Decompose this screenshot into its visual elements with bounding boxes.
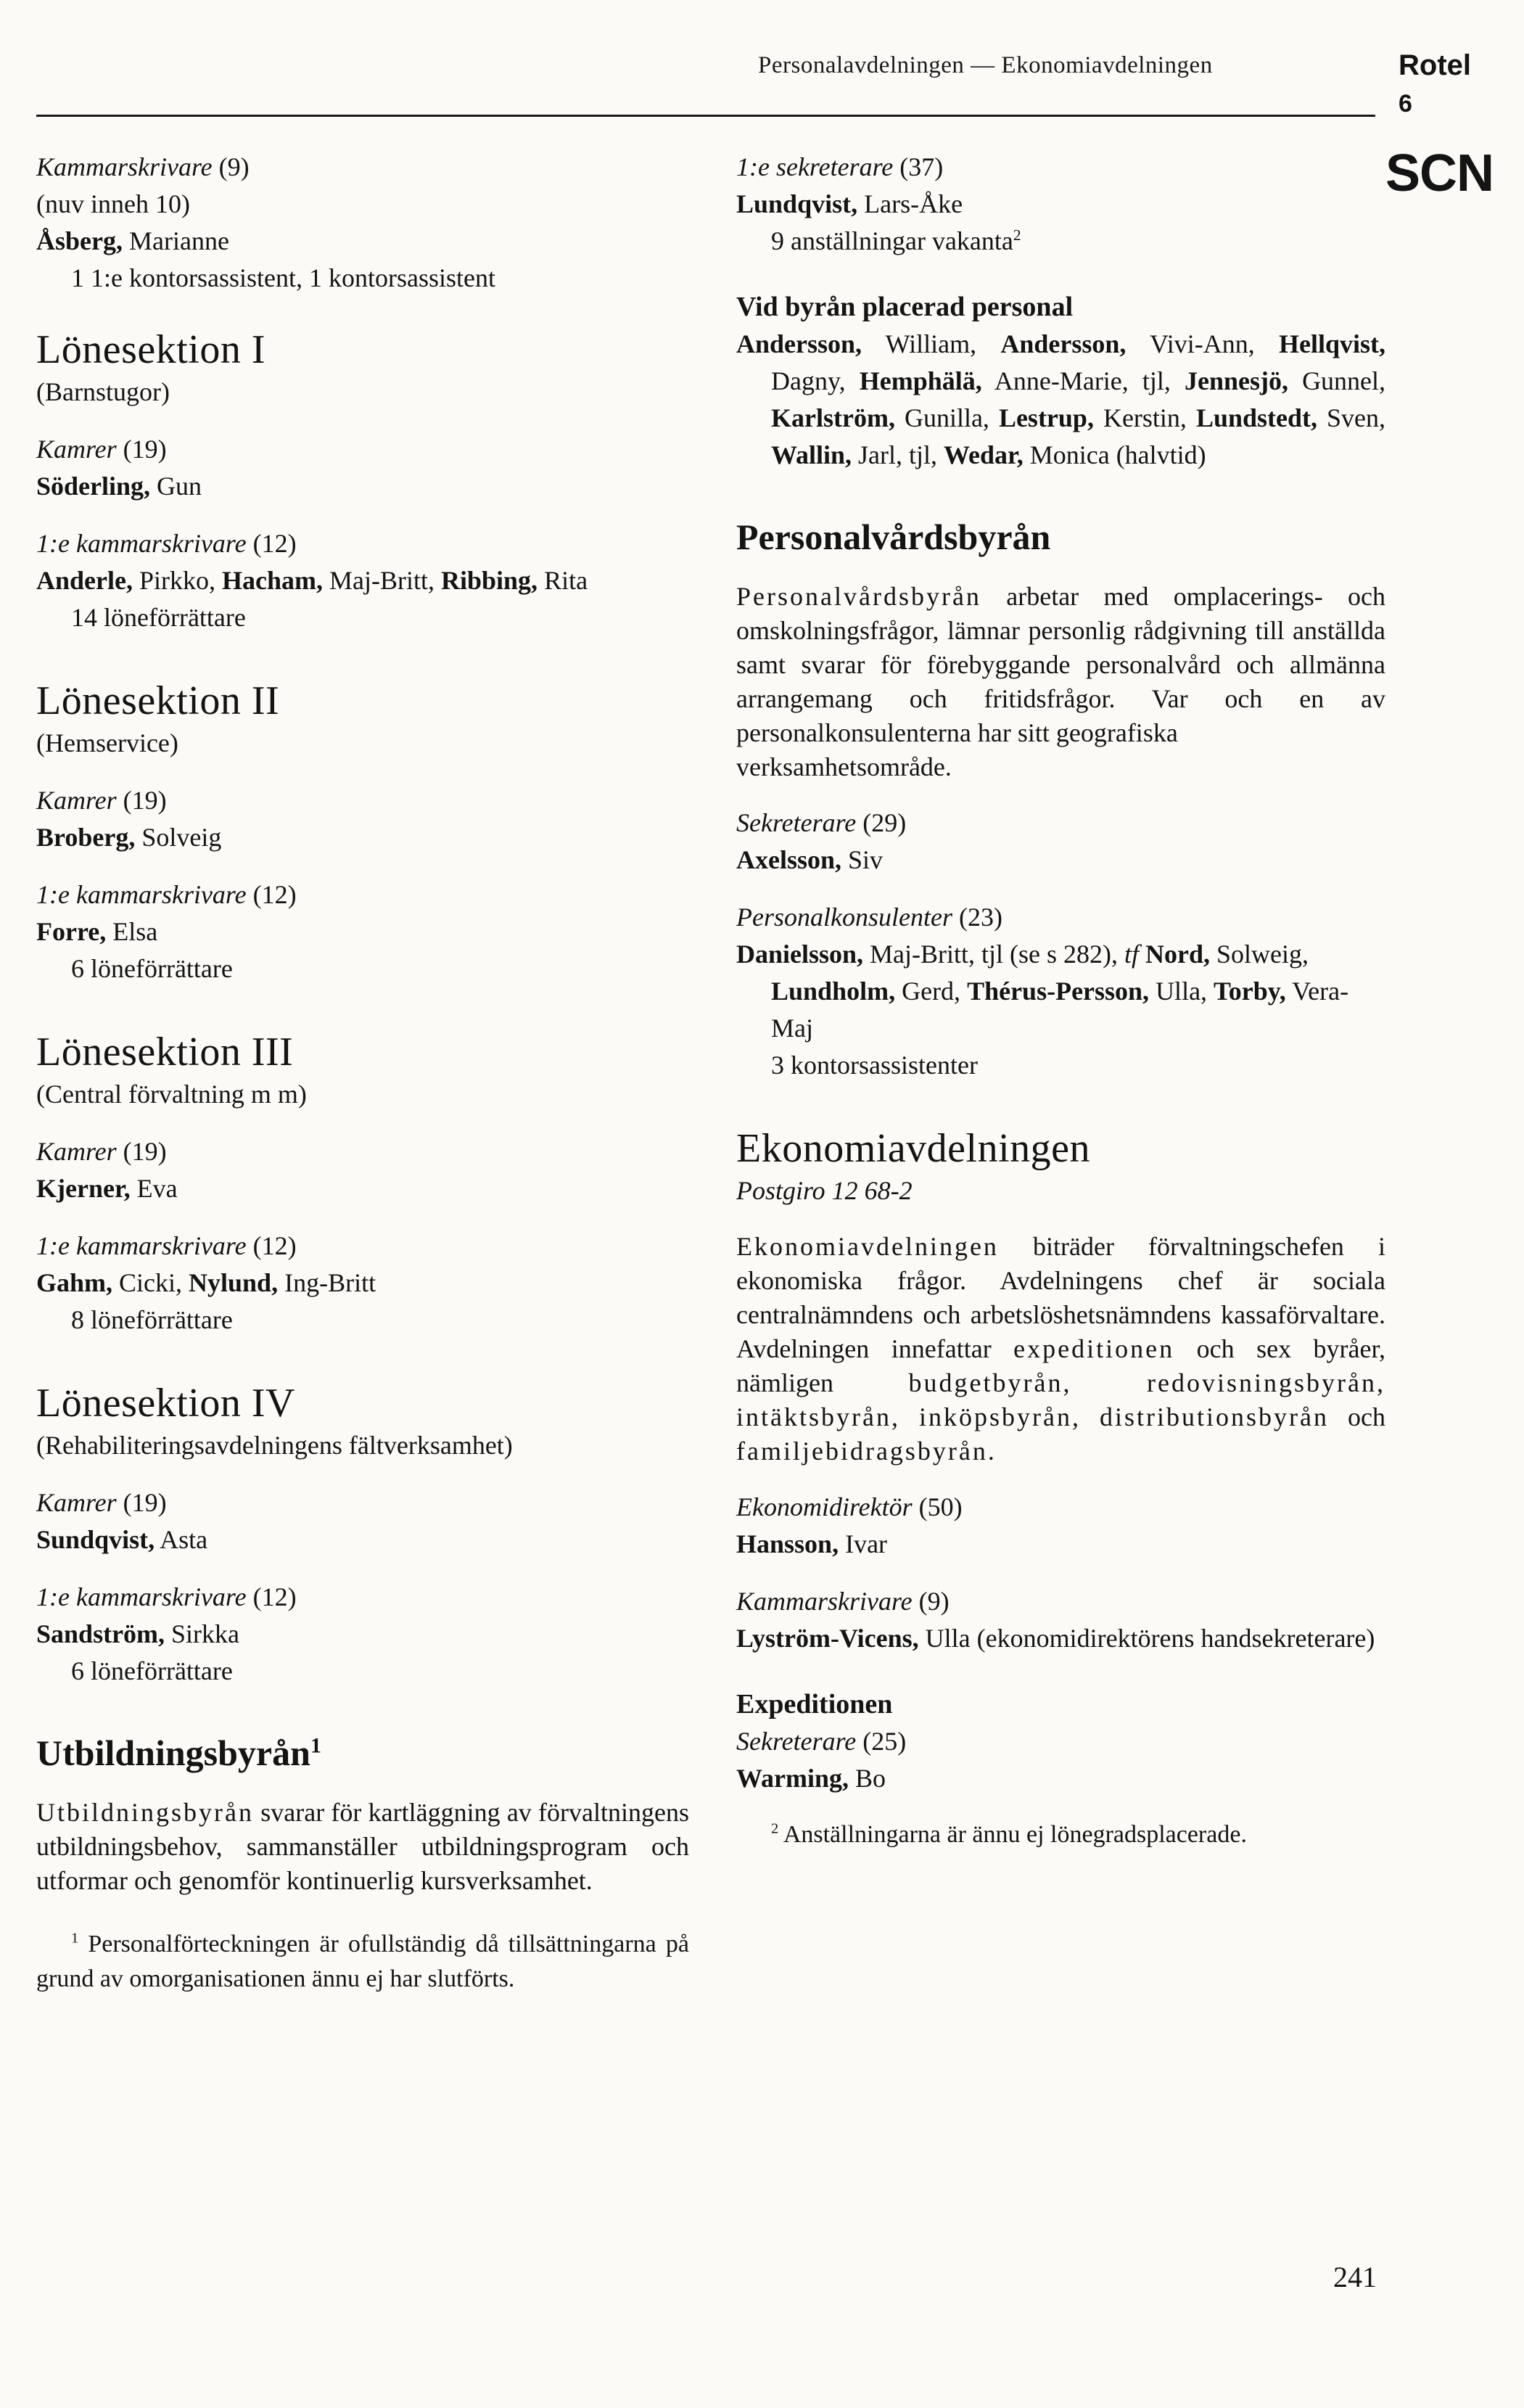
lon4-kamrer-title: Kamrer (19) xyxy=(36,1488,167,1517)
lon2-k1-name: Forre, Elsa xyxy=(36,917,158,946)
personalkonsulenter-names: Danielsson, Maj-Britt, tjl (se s 282), tf Nord, Solweig, Lundholm, Gerd, Thérus-Persson, Ulla, Torby, Vera-Maj xyxy=(736,940,1349,1043)
lon4-k1-name: Sandström, Sirkka xyxy=(36,1619,240,1648)
sekreterare-name: Lundqvist, Lars-Åke xyxy=(736,189,963,218)
ekonomiavdelningen-heading: Ekonomiavdelningen xyxy=(736,1126,1091,1171)
lonesektion-2-heading: Lönesektion II xyxy=(36,678,280,723)
vacant-positions: 9 anställningar vakanta$^2$ xyxy=(771,226,1021,255)
kammarskrivare-staff: 1 1:e kontorsassistent, 1 kontorsassistent xyxy=(71,263,495,292)
personalvardsbyran-description: Personalvårdsbyrån arbetar med omplacerings- och omskolningsfrågor, lämnar personlig rådgivning till anställda samt svarar för förebyggande personalvård och allmänna arrangemang och fritidsfrågor. Var och en av personalkonsulenterna har sitt geografiska xyxy=(736,582,1385,747)
placed-staff-heading: Vid byrån placerad personal xyxy=(736,292,1074,322)
ekonomiavdelningen-description: Ekonomiavdelningen biträder förvaltningschefen i ekonomiska frågor. Avdelningens chef är sociala centralnämndens och arbetslöshetsnämndens kassaförvaltare. Avdelningen innefattar expeditionen och sex byråer, nämligen budgetbyrån, redovisningsbyrån, intäktsbyrån, inköpsbyrån, distributionsbyrån och familjebidragsbyrån. xyxy=(736,1232,1386,1466)
expeditionen-sekreterare-name: Warming, Bo xyxy=(736,1764,886,1793)
lon4-k1-title: 1:e kammarskrivare (12) xyxy=(36,1582,297,1611)
section-code: SCN xyxy=(1385,144,1494,202)
ekonomidirektor-name: Hansson, Ivar xyxy=(736,1529,888,1558)
footnote-1: $^1$ Personalförteckningen är ofullständig då tillsättningarna på grund av omorganisationen ännu ej har slutförts. xyxy=(36,1930,690,1992)
pvb-sekreterare-name: Axelsson, Siv xyxy=(736,845,883,874)
page-number: 241 xyxy=(1333,2261,1377,2293)
lonesektion-1-heading: Lönesektion I xyxy=(36,327,265,372)
rotel-label: Rotel xyxy=(1399,49,1471,81)
expeditionen-heading: Expeditionen xyxy=(736,1689,893,1719)
personalkonsulenter-title: Personalkonsulenter (23) xyxy=(736,903,1002,932)
lon4-kamrer-name: Sundqvist, Asta xyxy=(36,1525,208,1554)
kammarskrivare-name: Åsberg, Marianne xyxy=(36,226,229,255)
lon1-kamrer-name: Söderling, Gun xyxy=(36,472,202,501)
eko-kammarskrivare-title: Kammarskrivare (9) xyxy=(736,1587,950,1616)
lon3-kamrer-name: Kjerner, Eva xyxy=(36,1174,178,1203)
expeditionen-sekreterare-title: Sekreterare (25) xyxy=(736,1727,907,1756)
lon1-k1-title: 1:e kammarskrivare (12) xyxy=(36,529,297,558)
placed-staff-list: Andersson, William, Andersson, Vivi-Ann, Hellqvist, Dagny, Hemphälä, Anne-Marie, tjl, Jennesjö, Gunnel, Karlström, Gunilla, Lestrup, Kerstin, Lundstedt, Sven, Wallin, Jarl, tjl, Wedar, Monica (halvtid) xyxy=(736,329,1386,469)
pvb-sekreterare-title: Sekreterare (29) xyxy=(736,808,907,837)
right-column xyxy=(736,149,1385,1852)
ekonomidirektor-title: Ekonomidirektör (50) xyxy=(736,1492,963,1521)
lonesektion-4-subtitle: (Rehabiliteringsavdelningens fältverksamhet) xyxy=(36,1431,513,1460)
lonesektion-3-heading: Lönesektion III xyxy=(36,1030,294,1074)
lon2-kamrer-name: Broberg, Solveig xyxy=(36,823,222,852)
lonesektion-3-subtitle: (Central förvaltning m m) xyxy=(36,1080,307,1109)
postgiro: Postgiro 12 68-2 xyxy=(736,1176,913,1205)
lon1-staff: 14 löneförrättare xyxy=(71,603,246,632)
kammarskrivare-title: Kammarskrivare (9) xyxy=(36,152,250,181)
utbildningsbyran-heading: Utbildningsbyrån$^1$ xyxy=(36,1733,321,1773)
footnote-2: $^2$ Anställningarna är ännu ej lönegradsplacerade. xyxy=(771,1820,1247,1848)
sekreterare-title: 1:e sekreterare (37) xyxy=(736,152,944,181)
lon2-k1-title: 1:e kammarskrivare (12) xyxy=(36,880,297,909)
rotel-number: 6 xyxy=(1399,90,1412,118)
header-rule xyxy=(36,115,1375,117)
pvb-staff: 3 kontorsassistenter xyxy=(771,1051,978,1080)
lon2-kamrer-title: Kamrer (19) xyxy=(36,786,167,815)
left-column xyxy=(36,149,689,1997)
lonesektion-1-subtitle: (Barnstugor) xyxy=(36,377,170,406)
lon1-kamrer-title: Kamrer (19) xyxy=(36,435,167,464)
lonesektion-4-heading: Lönesektion IV xyxy=(36,1381,295,1426)
running-header: Personalavdelningen — Ekonomiavdelningen xyxy=(758,52,1213,78)
lon3-k1-names: Gahm, Cicki, Nylund, Ing-Britt xyxy=(36,1268,376,1297)
lon2-staff: 6 löneförrättare xyxy=(71,954,233,983)
lon3-kamrer-title: Kamrer (19) xyxy=(36,1137,167,1166)
utbildningsbyran-description: Utbildningsbyrån svarar för kartläggning av förvaltningens utbildningsbehov, sammanställer utbildningsprogram och utformar och genomför kontinuerlig kursverksamhet. xyxy=(36,1798,689,1895)
eko-kammarskrivare-name: Lyström-Vicens, Ulla (ekonomidirektörens handsekreterare) xyxy=(736,1624,1375,1653)
lon3-k1-title: 1:e kammarskrivare (12) xyxy=(36,1231,297,1260)
lon3-staff: 8 löneförrättare xyxy=(71,1305,233,1334)
kammarskrivare-note: (nuv inneh 10) xyxy=(36,189,190,218)
lonesektion-2-subtitle: (Hemservice) xyxy=(36,728,178,757)
lon1-k1-names: Anderle, Pirkko, Hacham, Maj-Britt, Ribbing, Rita xyxy=(36,566,588,595)
personalvardsbyran-heading: Personalvårdsbyrån xyxy=(736,517,1051,557)
lon4-staff: 6 löneförrättare xyxy=(71,1656,233,1685)
personalvardsbyran-description-end: verksamhetsområde. xyxy=(736,752,952,781)
